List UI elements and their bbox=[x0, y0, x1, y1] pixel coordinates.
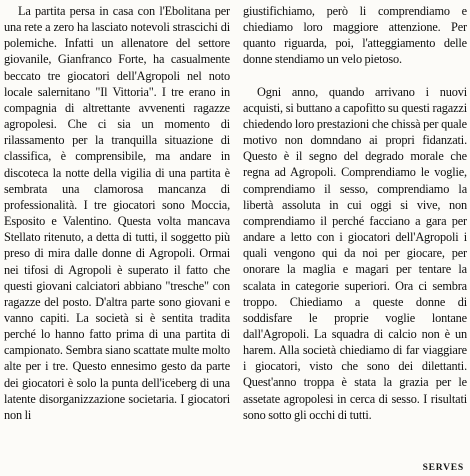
column-gutter bbox=[236, 6, 237, 468]
article-byline: SERVES bbox=[422, 463, 464, 473]
article-paragraph: Ogni anno, quando arrivano i nuovi acquisti, si buttano a capofitto su questi ragazzi chiedendo loro prestazioni che chissà per quale motivo non domndano ai propri fidanzati. Questo è il segno del degrado morale che regna ad Agropoli. Comprendiamo le voglie, comprendiamo il sesso, comprendiamo la libertà assoluta in cui oggi si vive, non comprendiamo il perché facciano a gara per andare a letto con i giocatori dell'Agropoli i quali vengono qui da noi per giocare, per onorare la maglia e magari per tentare la scalata in categorie superiori. Ora ci sembra troppo. Chiediamo a queste donne di soddisfare le proprie voglie lontane dall'Agropoli. La squadra di calcio non è un harem. Alla società chiediamo di far viaggiare i giocatori, visto che sono dei dilettanti. Quest'anno troppa è stata la grazia per le assetate agropolesi in cerca di sesso. I risultati sono sotto gli occhi di tutti. bbox=[243, 84, 467, 422]
article-paragraph: La partita persa in casa con l'Ebolitana per una rete a zero ha lasciato notevoli strascichi di polemiche. Infatti un allenatore del settore giovanile, Gianfranco Forte, ha casualmente beccato tre giocatori dell'Agropoli nel noto locale salernitano "Il Vittoria". I tre erano in compagnia di altrettante avvenenti ragazze agropolesi. Che ci sia un momento di rilassamento per la tranquilla situazione di classifica, è comprensibile, ma andare in discoteca la notte della vigilia di una partita è sembrata una clamorosa mancanza di professionalità. I tre giocatori sono Moccia, Esposito e Valentino. Questa volta mancava Stellato ritenuto, a detta di tutti, il soggetto più preso di mira dalle donne di Agropoli. Ormai nei tifosi di Agropoli è superato il fatto che questi giovani calciatori abbiano "tresche" con ragazze del posto. D'altra parte sono giovani e vanno capiti. La società si è sentita tradita perché lo hanno fatto prima di una partita di campionato. Sembra siano scattate multe molto alte per i tre. Questo ennesimo gesto da parte dei giocatori è solo la punta dell'iceberg di una latente disorganizzazione societaria. I giocatori non li bbox=[4, 4, 230, 422]
article-column-right bbox=[243, 3, 467, 423]
article-paragraph-continuation: giustifichiamo, però li comprendiamo e chiediamo loro maggiore attenzione. Per quanto riguarda, poi, l'atteggiamento delle donne stendiamo un velo pietoso. bbox=[243, 4, 467, 67]
article-column-left bbox=[4, 3, 230, 423]
